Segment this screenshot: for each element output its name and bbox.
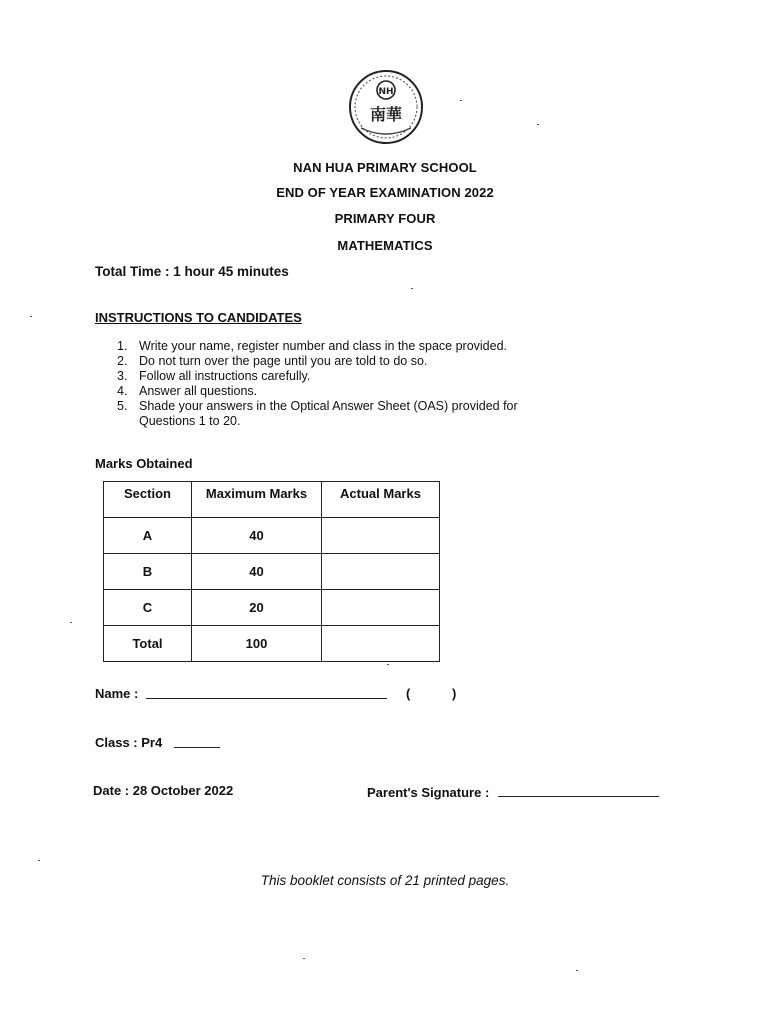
exam-title: END OF YEAR EXAMINATION 2022 xyxy=(276,185,494,200)
school-name: NAN HUA PRIMARY SCHOOL xyxy=(293,160,477,175)
instructions-heading: INSTRUCTIONS TO CANDIDATES xyxy=(95,310,302,325)
scan-speck xyxy=(387,664,389,665)
exam-level: PRIMARY FOUR xyxy=(334,211,436,226)
actual-marks-cell[interactable] xyxy=(322,518,440,554)
table-row xyxy=(104,626,440,662)
scan-speck xyxy=(38,860,40,861)
marks-heading: Marks Obtained xyxy=(95,456,193,471)
school-crest-logo xyxy=(347,68,425,146)
actual-marks-cell[interactable] xyxy=(322,590,440,626)
table-row xyxy=(104,518,440,554)
total-time: Total Time : 1 hour 45 minutes xyxy=(95,264,289,279)
register-number-open: ( xyxy=(406,686,411,701)
instructions-list xyxy=(117,339,567,429)
section-cell: B xyxy=(104,554,192,590)
class-field[interactable] xyxy=(174,747,220,748)
scan-speck xyxy=(460,100,462,101)
column-header: Actual Marks xyxy=(322,482,440,518)
actual-marks-cell[interactable] xyxy=(322,626,440,662)
scan-speck xyxy=(576,970,578,971)
signature-label: Parent's Signature : xyxy=(367,785,490,800)
scan-speck xyxy=(30,316,32,317)
scan-speck xyxy=(411,288,413,289)
list-item: 3. Follow all instructions carefully. xyxy=(117,369,311,383)
scan-speck xyxy=(537,124,539,125)
max-marks-cell: 40 xyxy=(192,518,322,554)
scan-speck xyxy=(303,958,305,959)
date-label: Date : 28 October 2022 xyxy=(93,783,234,798)
max-marks-cell: 100 xyxy=(192,626,322,662)
list-item: 5. Shade your answers in the Optical Answer Sheet (OAS) provided for Questions 1 to 20. xyxy=(117,399,518,428)
scan-speck xyxy=(70,622,72,623)
class-label: Class : Pr4 xyxy=(95,735,163,750)
actual-marks-cell[interactable] xyxy=(322,554,440,590)
svg-text:NH: NH xyxy=(378,87,394,97)
max-marks-cell: 40 xyxy=(192,554,322,590)
name-field[interactable] xyxy=(146,698,387,699)
max-marks-cell: 20 xyxy=(192,590,322,626)
table-row xyxy=(104,554,440,590)
list-item: 1. Write your name, register number and class in the space provided. xyxy=(117,339,508,353)
table-row xyxy=(104,590,440,626)
svg-text:南華: 南華 xyxy=(369,105,403,124)
column-header: Section xyxy=(104,482,192,518)
page-count-note: This booklet consists of 21 printed pages. xyxy=(260,873,510,888)
list-item: 2. Do not turn over the page until you are told to do so. xyxy=(117,354,428,368)
register-number-close: ) xyxy=(452,686,457,701)
section-cell: C xyxy=(104,590,192,626)
name-label: Name : xyxy=(95,686,139,701)
section-cell: Total xyxy=(104,626,192,662)
signature-field[interactable] xyxy=(498,796,659,797)
section-cell: A xyxy=(104,518,192,554)
marks-table xyxy=(103,481,440,662)
table-header-row xyxy=(104,482,440,518)
column-header: Maximum Marks xyxy=(192,482,322,518)
exam-subject: MATHEMATICS xyxy=(337,238,433,253)
list-item: 4. Answer all questions. xyxy=(117,384,258,398)
